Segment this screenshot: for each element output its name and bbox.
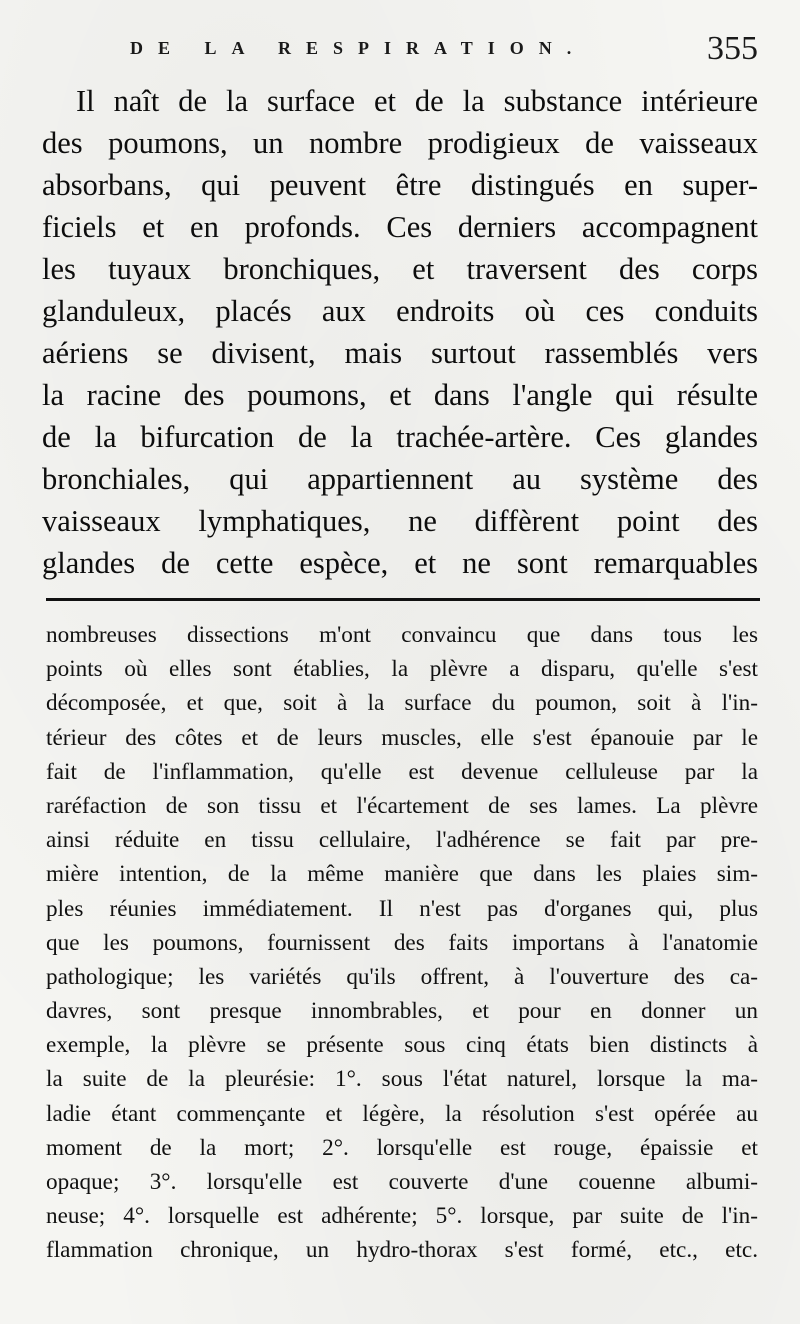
main-text-line: de la bifurcation de la trachée-artère. Ces glandes	[42, 420, 758, 454]
page-number: 355	[707, 30, 758, 67]
main-text-line: absorbans, qui peuvent être distingués en super-	[42, 168, 758, 202]
main-text-line: des poumons, un nombre prodigieux de vaisseaux	[42, 126, 758, 160]
footnote-line: nombreuses dissections m'ont convaincu que dans tous les	[46, 622, 758, 648]
footnote-line: neuse; 4°. lorsquelle est adhérente; 5°. lorsque, par suite de l'in-	[46, 1203, 758, 1230]
footnote-line: ples réunies immédiatement. Il n'est pas d'organes qui, plus	[46, 895, 758, 922]
footnote-separator-rule	[46, 598, 760, 601]
footnote-line: que les poumons, fournissent des faits importans à l'anatomie	[46, 929, 758, 956]
main-text-line: la racine des poumons, et dans l'angle qui résulte	[42, 378, 758, 412]
footnote-line: la suite de la pleurésie: 1°. sous l'état naturel, lorsque la ma-	[46, 1066, 758, 1093]
footnote-line: flammation chronique, un hydro-thorax s'est formé, etc., etc.	[46, 1237, 758, 1264]
footnote-line: décomposée, et que, soit à la surface du poumon, soit à l'in-	[46, 690, 758, 717]
footnote-line: fait de l'inflammation, qu'elle est devenue celluleuse par la	[46, 758, 758, 785]
footnote-line: térieur des côtes et de leurs muscles, elle s'est épanouie par le	[46, 724, 758, 751]
main-text-line: ficiels et en profonds. Ces derniers accompagnent	[42, 210, 758, 244]
main-text-line: vaisseaux lymphatiques, ne diffèrent point des	[42, 504, 758, 538]
footnote-line: exemple, la plèvre se présente sous cinq états bien distincts à	[46, 1032, 758, 1059]
running-title: DE LA RESPIRATION.	[130, 38, 587, 58]
footnote-line: raréfaction de son tissu et l'écartement de ses lames. La plèvre	[46, 792, 758, 819]
footnote-line: ainsi réduite en tissu cellulaire, l'adhérence se fait par pre-	[46, 827, 758, 854]
main-text-line: les tuyaux bronchiques, et traversent des corps	[42, 252, 758, 286]
main-text-line: glanduleux, placés aux endroits où ces conduits	[42, 294, 758, 328]
footnote-line: moment de la mort; 2°. lorsqu'elle est rouge, épaissie et	[46, 1134, 758, 1161]
main-text-line: Il naît de la surface et de la substance intérieure	[76, 84, 758, 118]
footnote-line: pathologique; les variétés qu'ils offrent, à l'ouverture des ca-	[46, 963, 758, 990]
footnote-line: mière intention, de la même manière que dans les plaies sim-	[46, 861, 758, 888]
main-text-line: bronchiales, qui appartiennent au système des	[42, 462, 758, 496]
main-text-line: aériens se divisent, mais surtout rassemblés vers	[42, 336, 758, 370]
main-text-line: glandes de cette espèce, et ne sont remarquables	[42, 546, 758, 580]
footnote-line: points où elles sont établies, la plèvre a disparu, qu'elle s'est	[46, 656, 758, 683]
footnote-block	[46, 618, 758, 1268]
footnote-line: opaque; 3°. lorsqu'elle est couverte d'une couenne albumi-	[46, 1169, 758, 1195]
footnote-line: ladie étant commençante et légère, la résolution s'est opérée au	[46, 1100, 758, 1127]
footnote-line: davres, sont presque innombrables, et pour en donner un	[46, 998, 758, 1025]
main-text-block	[42, 80, 758, 584]
